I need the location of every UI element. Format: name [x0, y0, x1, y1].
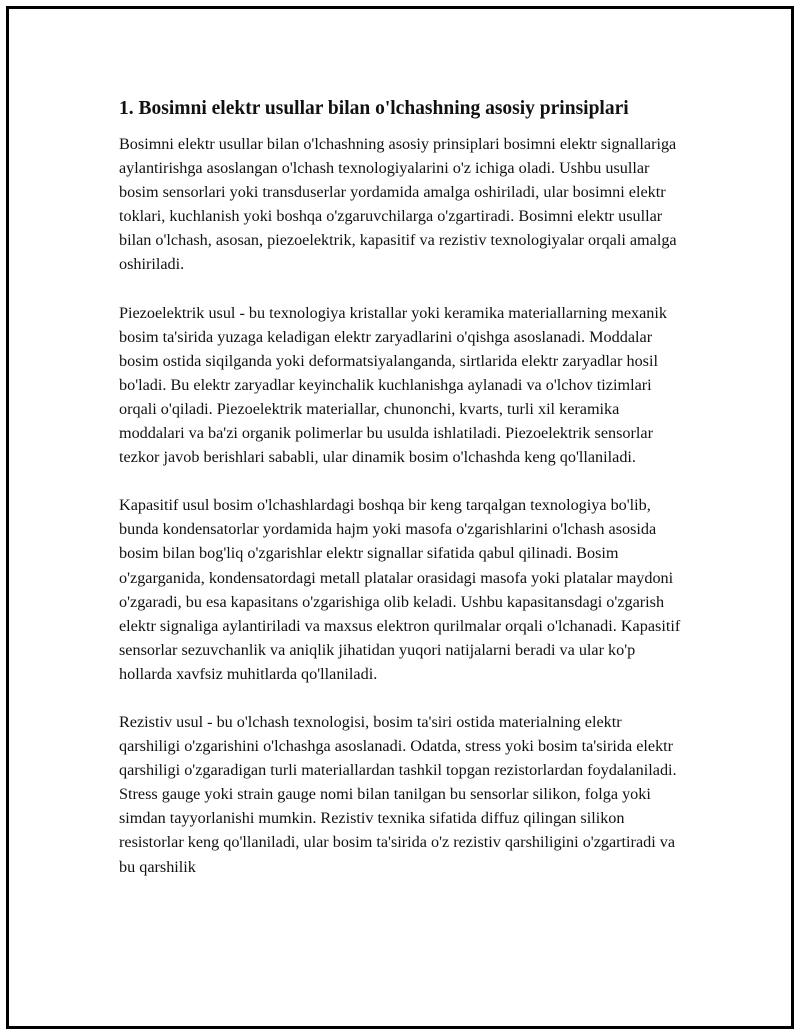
paragraph-piezoelectric: Piezoelektrik usul - bu texnologiya kristallar yoki keramika materiallarning mexanik bosim ta'sirida yuzaga keladigan elektr zaryadlarini o'qishga asoslanadi. Moddalar bosim ostida siqilganda yoki deformatsiyalanganda, sirtlarida elektr zaryadlar hosil bo'ladi. Bu elektr zaryadlar keyinchalik kuchlanishga aylanadi va o'lchov tizimlari orqali o'qiladi. Piezoelektrik materiallar, chunonchi, kvarts, turli xil keramika moddalari va ba'zi organik polimerlar bu usulda ishlatiladi. Piezoelektrik sensorlar tezkor javob berishlari sababli, ular dinamik bosim o'lchashda keng qo'llaniladi.	[119, 303, 667, 467]
paragraph-resistive: Rezistiv usul - bu o'lchash texnologisi, bosim ta'siri ostida materialning elektr qarshiligi o'zgarishini o'lchashga asoslanadi. Odatda, stress yoki bosim ta'sirida elektr qarshiligi o'zgaradigan turli materiallardan tashkil topgan rezistorlardan foydalaniladi. Stress gauge yoki strain gauge nomi bilan tanilgan bu sensorlar silikon, folga yoki simdan tayyorlanishi mumkin. Rezistiv texnika sifatida diffuz qilingan silikon resistorlar keng qo'llaniladi, ular bosim ta'sirida o'z rezistiv qarshiligini o'zgartiradi va bu qarshilik	[119, 712, 677, 876]
section-heading: 1. Bosimni elektr usullar bilan o'lchashning asosiy prinsiplari	[119, 98, 629, 119]
paragraph-capacitive: Kapasitif usul bosim o'lchashlardagi boshqa bir keng tarqalgan texnologiya bo'lib, bunda kondensatorlar yordamida hajm yoki masofa o'zgarishlarini o'lchash asosida bosim bilan bog'liq o'zgarishlar elektr signallar sifatida qabul qilinadi. Bosim o'zgarganida, kondensatordagi metall platalar orasidagi masofa yoki platalar maydoni o'zgaradi, bu esa kapasitans o'zgarishiga olib keladi. Ushbu kapasitansdagi o'zgarish elektr signaliga aylantiriladi va maxsus elektron qurilmalar orqali o'lchanadi. Kapasitif sensorlar sezuvchanlik va aniqlik jihatidan yuqori natijalarni beradi va ular ko'p hollarda xavfsiz muhitlarda qo'llaniladi.	[119, 496, 681, 683]
paragraph-principles: Bosimni elektr usullar bilan o'lchashning asosiy prinsiplari bosimni elektr signallariga aylantirishga asoslangan o'lchash texnologiyalarini o'z ichiga oladi. Ushbu usullar bosim sensorlari yoki transduserlar yordamida amalga oshiriladi, ular bosimni elektr toklari, kuchlanish yoki boshqa o'zgaruvchilarga o'zgartiradi. Bosimni elektr usullar bilan o'lchash, asosan, piezoelektrik, kapasitif va rezistiv texnologiyalar orqali amalga oshiriladi.	[119, 135, 677, 274]
document-body	[119, 96, 685, 903]
page-frame	[6, 6, 794, 1029]
